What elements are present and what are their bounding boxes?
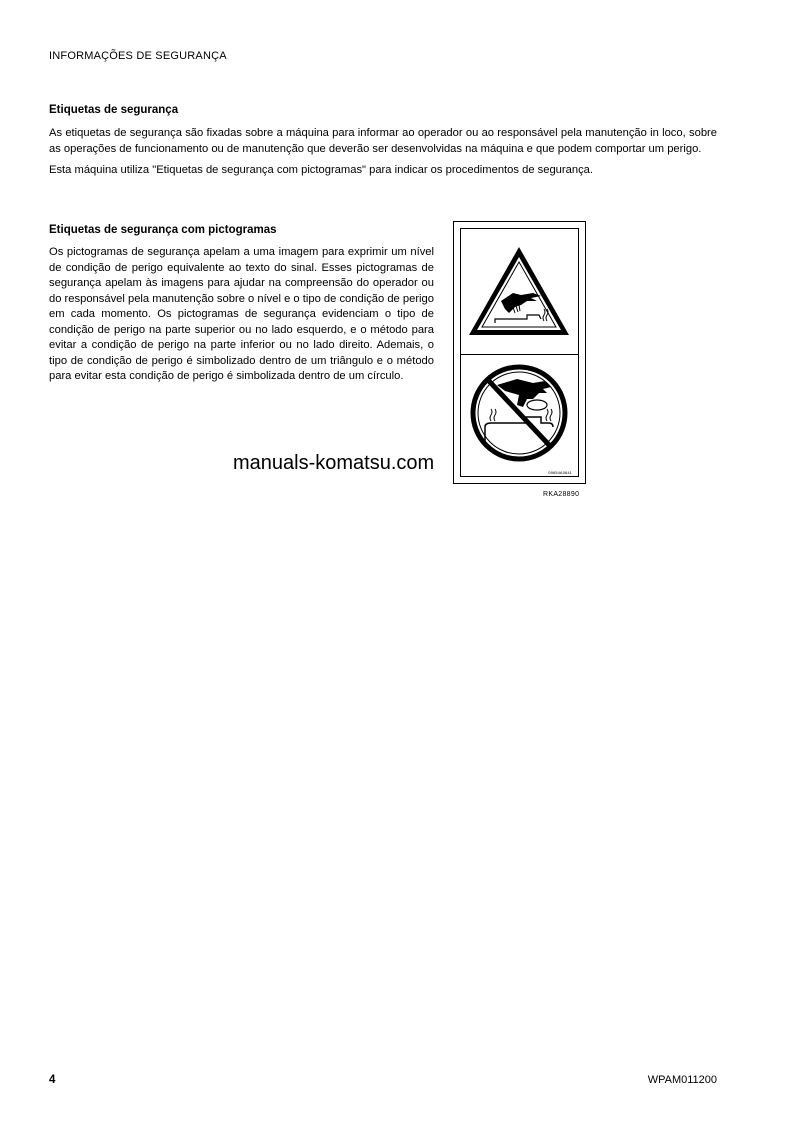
pictogram-description (49, 245, 434, 385)
intro-paragraph-2: Esta máquina utiliza "Etiquetas de segurança com pictogramas" para indicar os procedimentos de segurança. (49, 164, 593, 176)
intro-paragraph-1: As etiquetas de segurança são fixadas sobre a máquina para informar ao operador ou ao responsável pela manutenção in loco, sobre as operações de funcionamento ou de manutenção que deverão ser desenvolvidas na máquina e que podem comportar um perigo. (49, 127, 717, 155)
label-divider (461, 354, 578, 355)
hot-surface-warning-triangle-icon (461, 235, 578, 349)
safety-label-figure (453, 221, 586, 484)
safety-label-inner-frame (460, 228, 579, 477)
page-number: 4 (49, 1074, 56, 1086)
document-code: WPAM011200 (647, 1074, 717, 1086)
do-not-touch-prohibition-icon (461, 361, 578, 471)
section-heading-safety-labels: Etiquetas de segurança (49, 104, 179, 116)
intro-text (49, 126, 717, 179)
figure-code: RKA28890 (543, 491, 580, 498)
pictogram-paragraph: Os pictogramas de segurança apelam a uma imagem para exprimir um nível de condição de perigo equivalente ao texto do sinal. Esses pictogramas de segurança apelam às imagens para ajudar na compreensão do operador ou do responsável pela manutenção sobre o nível e o tipo de condição de perigo em cada momento. Os pictogramas de segurança evidenciam o tipo de condição de perigo na parte superior ou no lado esquerdo, e o método para evitar a condição de perigo na parte inferior ou no lado direito. Ademais, o tipo de condição de perigo é simbolizado dentro de um triângulo e o método para evitar esta condição de perigo é simbolizada dentro de um círculo. (49, 246, 434, 382)
running-header: INFORMAÇÕES DE SEGURANÇA (49, 50, 227, 62)
section-heading-pictogram-labels: Etiquetas de segurança com pictogramas (49, 224, 277, 236)
watermark: manuals-komatsu.com (233, 452, 435, 474)
label-part-code: 09654A0641 (548, 470, 572, 475)
